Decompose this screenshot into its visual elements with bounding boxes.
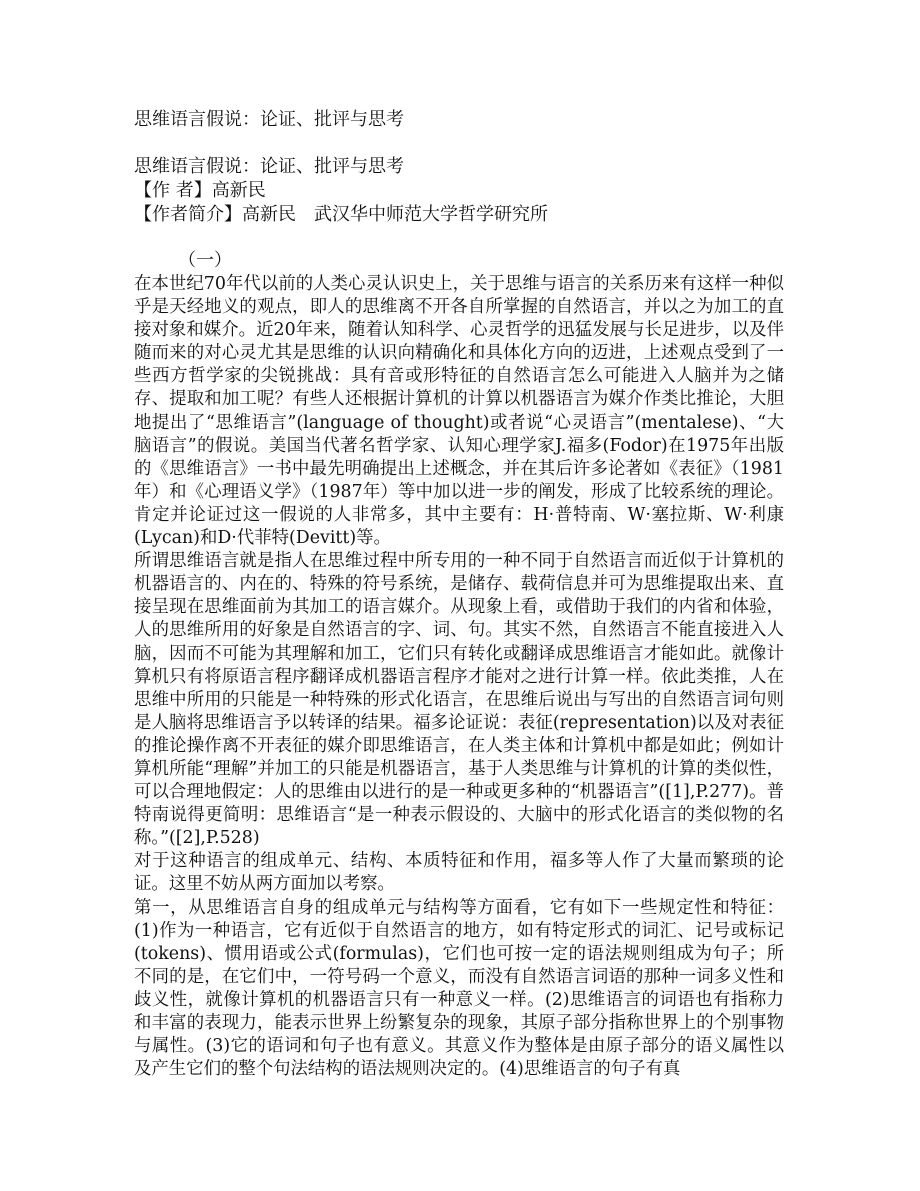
body-paragraph: 在本世纪70年代以前的人类心灵认识史上，关于思维与语言的关系历来有这样一种似乎是天经地义的观点，即人的思维离不开各自所掌握的自然语言，并以之为加工的直接对象和媒介。近20年来，随着认知科学、心灵哲学的迅猛发展与长足进步，以及伴随而来的对心灵尤其是思维的认识向精确化和具体化方向的迈进，上述观点受到了一些西方哲学家的尖锐挑战：具有音或形特征的自然语言怎么可能进入人脑并为之储存、提取和加工呢？有些人还根据计算机的计算以机器语言为媒介作类比推论，大胆地提出了“思维语言”(language of thought)或者说“心灵语言”(mentalese)、“大脑语言”的假说。美国当代著名哲学家、认知心理学家J.福多(Fodor)在1975年出版的《思维语言》一书中最先明确提出上述概念，并在其后许多论著如《表征》（1981年）和《心理语义学》（1987年）等中加以进一步的阐发，形成了比较系统的理论。肯定并论证过这一假说的人非常多，其中主要有：H·普特南、W·塞拉斯、W·利康(Lycan)和D·代菲特(Devitt)等。 — [134, 274, 784, 549]
author-line: 【作 者】高新民 — [134, 180, 266, 201]
body-paragraph: 对于这种语言的组成单元、结构、本质特征和作用，福多等人作了大量而繁琐的论证。这里不妨从两方面加以考察。 — [134, 851, 784, 895]
author-bio-line: 【作者简介】高新民 武汉华中师范大学哲学研究所 — [134, 204, 548, 225]
article-title: 思维语言假说：论证、批评与思考 — [134, 156, 404, 177]
article-body — [134, 273, 784, 1081]
body-paragraph: 所谓思维语言就是指人在思维过程中所专用的一种不同于自然语言而近似于计算机的机器语言的、内在的、特殊的符号系统，是储存、载荷信息并可为思维提取出来、直接呈现在思维面前为其加工的语言媒介。从现象上看，或借助于我们的内省和体验，人的思维所用的好象是自然语言的字、词、句。其实不然，自然语言不能直接进入人脑，因而不可能为其理解和加工，它们只有转化或翻译成思维语言才能如此。就像计算机只有将原语言程序翻译成机器语言程序才能对之进行计算一样。依此类推，人在思维中所用的只能是一种特殊的形式化语言，在思维后说出与写出的自然语言词句则是人脑将思维语言予以转译的结果。福多论证说：表征(representation)以及对表征的推论操作离不开表征的媒介即思维语言，在人类主体和计算机中都是如此；例如计算机所能“理解”并加工的只能是机器语言，基于人类思维与计算机的计算的类似性，可以合理地假定：人的思维由以进行的是一种或更多种的“机器语言”([1],P.277)。普特南说得更简明：思维语言“是一种表示假设的、大脑中的形式化语言的类似物的名称。”([2],P.528) — [134, 551, 784, 849]
article-header — [134, 155, 784, 227]
body-paragraph: 第一，从思维语言自身的组成单元与结构等方面看，它有如下一些规定性和特征：(1)作为一种语言，它有近似于自然语言的地方，如有特定形式的词汇、记号或标记(tokens)、惯用语或公式(formulas)，它们也可按一定的语法规则组成为句子；所不同的是，在它们中，一符号码一个意义，而没有自然语言词语的那种一词多义性和歧义性，就像计算机的机器语言只有一种意义一样。(2)思维语言的词语也有指称力和丰富的表现力，能表示世界上纷繁复杂的现象，其原子部分指称世界上的个别事物与属性。(3)它的语词和句子也有意义。其意义作为整体是由原子部分的语义属性以及产生它们的整个句法结构的语法规则决定的。(4)思维语言的句子有真 — [134, 897, 784, 1080]
document-page — [134, 108, 784, 1081]
section-number: （一） — [178, 250, 232, 271]
document-title: 思维语言假说：论证、批评与思考 — [134, 109, 404, 130]
